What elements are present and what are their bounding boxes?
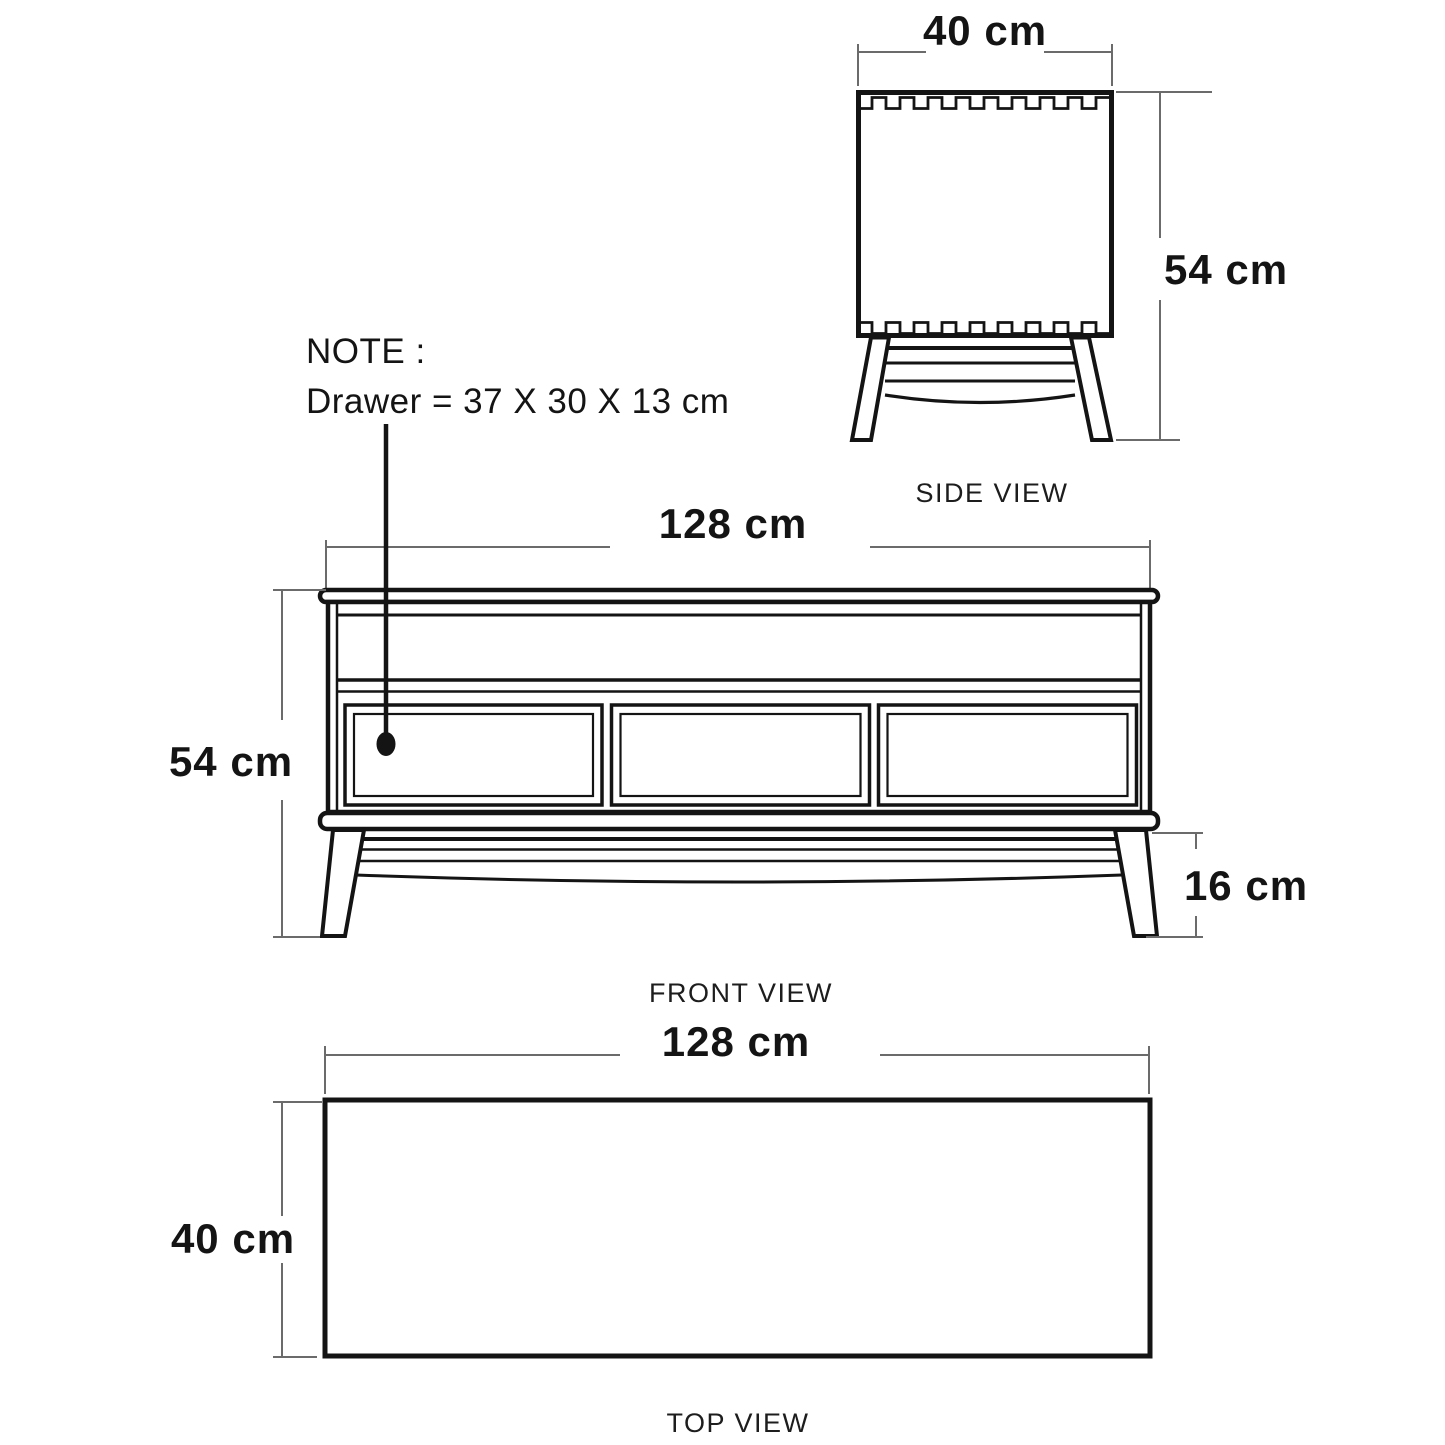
drawer-2 xyxy=(612,705,870,805)
side-width-dim-label: 40 cm xyxy=(922,7,1048,54)
side-slat-curved xyxy=(885,395,1075,403)
drawer-3 xyxy=(879,705,1137,805)
top-depth-dim-label: 40 cm xyxy=(170,1215,296,1262)
top-view-label: TOP VIEW xyxy=(666,1408,810,1438)
front-bottom-board xyxy=(320,813,1158,829)
top-depth-dimension xyxy=(171,1102,322,1357)
front-drawers xyxy=(345,705,1137,805)
side-leg-slats xyxy=(885,348,1075,403)
note-drawer-size: Drawer = 37 X 30 X 13 cm xyxy=(306,382,730,421)
note-title: NOTE : xyxy=(306,332,426,371)
front-leg-left xyxy=(322,830,364,936)
top-width-dimension xyxy=(325,1018,1149,1094)
front-width-dim-label: 128 cm xyxy=(658,500,808,547)
side-height-dimension xyxy=(1116,92,1288,440)
side-view-label: SIDE VIEW xyxy=(915,478,1069,508)
side-leg-left xyxy=(852,338,889,441)
front-width-dimension xyxy=(326,500,1150,588)
top-view xyxy=(171,1018,1150,1438)
side-width-dimension xyxy=(858,7,1112,86)
front-slat-curved xyxy=(356,875,1122,882)
side-view xyxy=(852,7,1288,508)
top-surface-outline xyxy=(325,1100,1150,1356)
front-height-dim-label: 54 cm xyxy=(168,738,294,785)
side-height-dim-label: 54 cm xyxy=(1164,246,1289,293)
front-leg-dimension xyxy=(1146,833,1308,937)
top-width-dim-label: 128 cm xyxy=(661,1018,811,1065)
front-leg-right xyxy=(1115,830,1157,936)
side-cabinet-body xyxy=(859,93,1112,336)
front-leg-slats xyxy=(356,839,1122,882)
front-view-label: FRONT VIEW xyxy=(648,978,834,1008)
front-view xyxy=(169,500,1308,1008)
note-leader-dot xyxy=(377,732,396,756)
side-leg-right xyxy=(1071,338,1111,441)
front-height-dimension xyxy=(169,590,326,937)
front-leg-dim-label: 16 cm xyxy=(1183,862,1309,909)
